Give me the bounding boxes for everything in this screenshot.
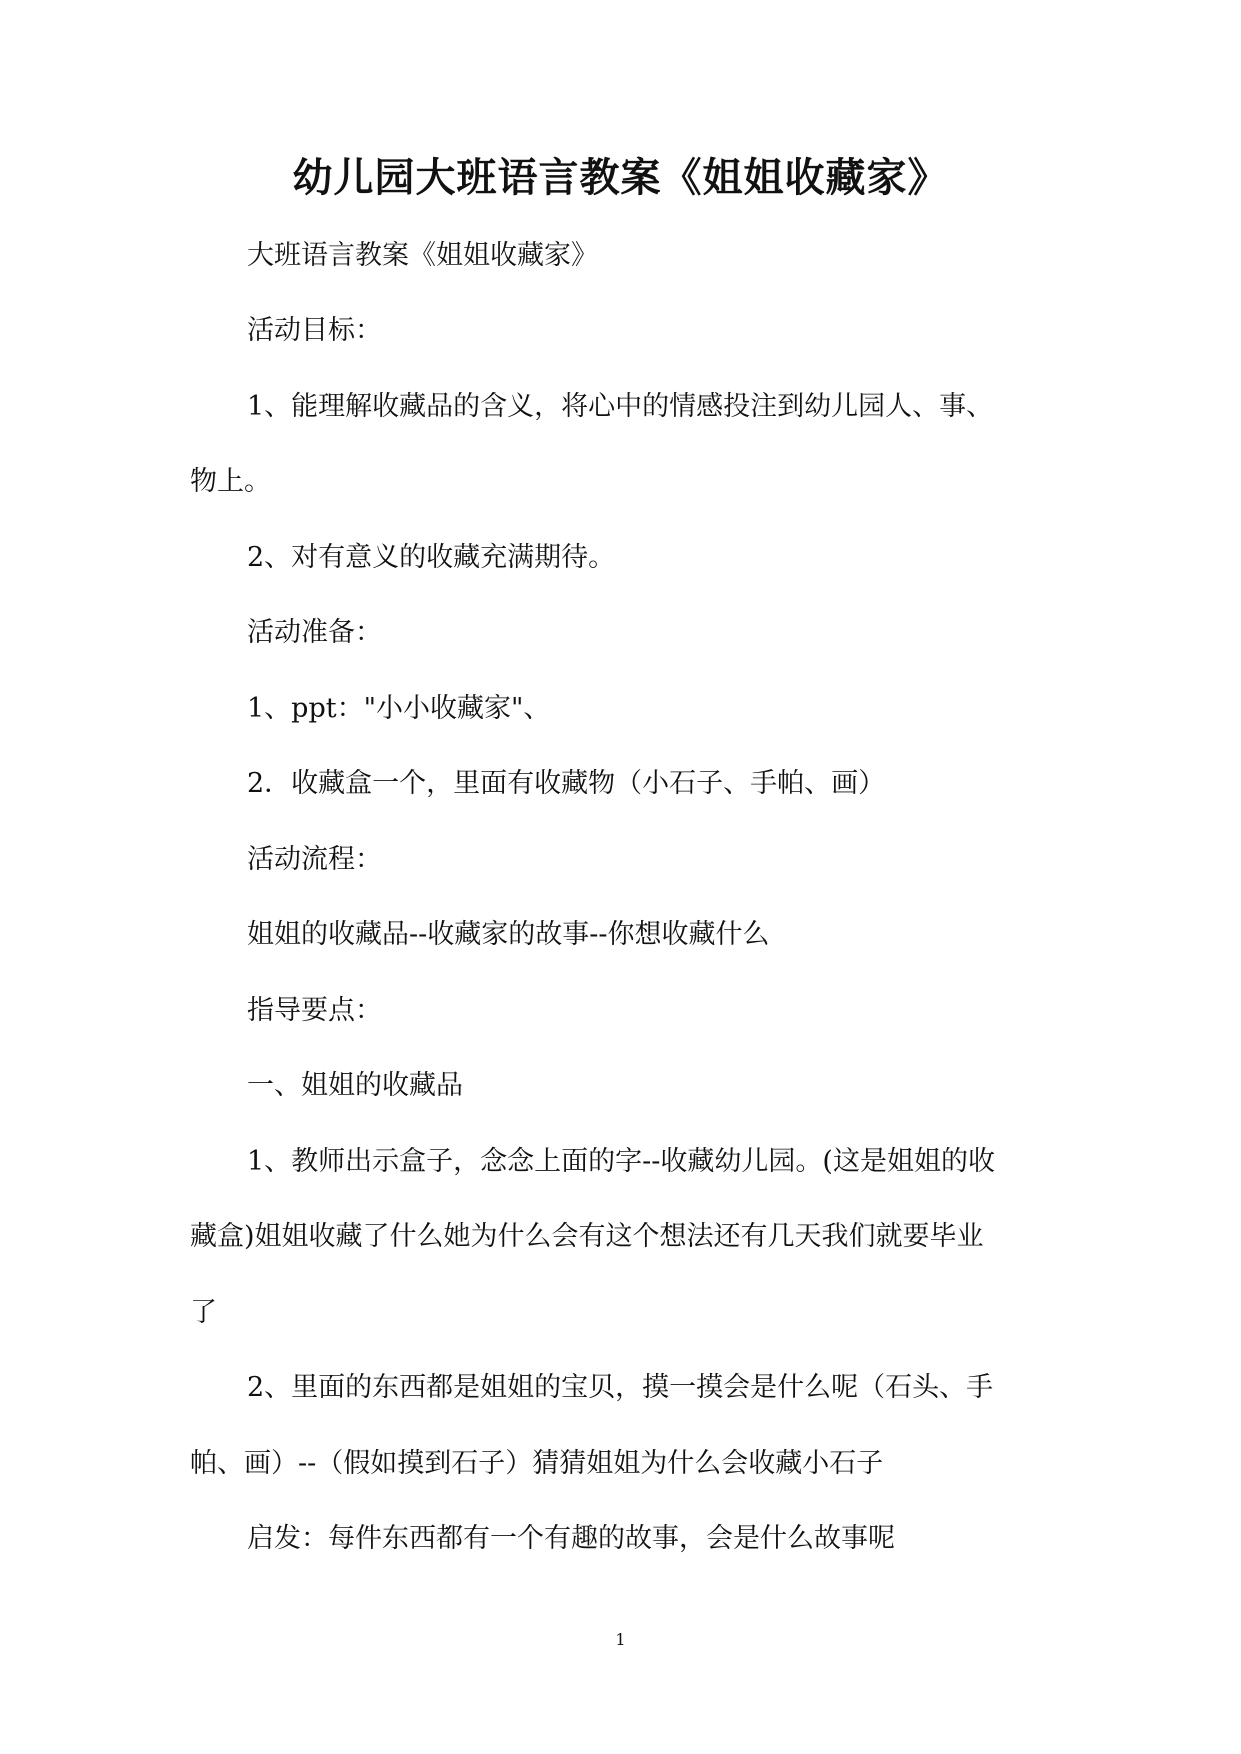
document-title: 幼儿园大班语言教案《姐姐收藏家》: [292, 154, 949, 201]
text-line: 启发：每件东西都有一个有趣的故事，会是什么故事呢: [247, 1523, 895, 1554]
text-line: 姐姐的收藏品--收藏家的故事--你想收藏什么: [247, 919, 770, 950]
text-line: 1、教师出示盒子，念念上面的字--收藏幼儿园。(这是姐姐的收: [247, 1146, 995, 1177]
text-line: 帕、画）--（假如摸到石子）猜猜姐姐为什么会收藏小石子: [190, 1448, 884, 1479]
text-line: 1、能理解收藏品的含义，将心中的情感投注到幼儿园人、事、: [247, 391, 994, 422]
text-line: 物上。: [190, 466, 271, 497]
page-number: 1: [615, 1630, 626, 1649]
text-line: 活动准备：: [247, 617, 382, 648]
text-line: 2、里面的东西都是姐姐的宝贝，摸一摸会是什么呢（石头、手: [247, 1372, 994, 1403]
text-line: 一、姐姐的收藏品: [247, 1070, 463, 1101]
text-line: 活动目标：: [247, 315, 382, 346]
text-line: 了: [190, 1297, 217, 1328]
text-line: 大班语言教案《姐姐收藏家》: [247, 240, 598, 271]
text-line: 指导要点：: [247, 995, 382, 1026]
text-line: 活动流程：: [247, 844, 382, 875]
text-line: 藏盒)姐姐收藏了什么她为什么会有这个想法还有几天我们就要毕业: [190, 1221, 984, 1252]
text-line: 1、ppt："小小收藏家"、: [247, 693, 551, 724]
text-line: 2、对有意义的收藏充满期待。: [247, 542, 616, 573]
text-line: 2．收藏盒一个，里面有收藏物（小石子、手帕、画）: [247, 768, 886, 799]
